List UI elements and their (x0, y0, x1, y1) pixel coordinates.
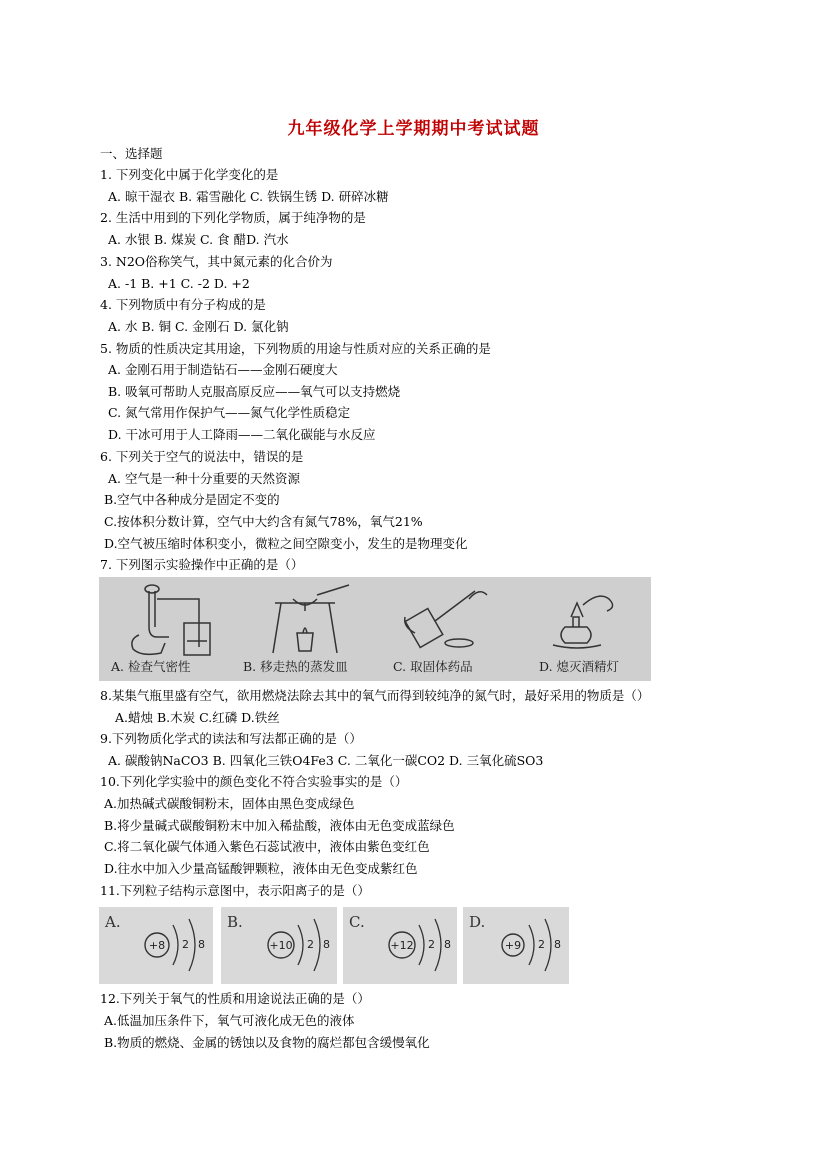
question-6-stem: 6. 下列关于空气的说法中，错误的是 (100, 449, 304, 464)
atom-d-shell1: 2 (538, 938, 545, 951)
figure-c-solid-reagent (375, 577, 513, 681)
question-10-option-d: D.往水中加入少量高锰酸钾颗粒，液体由无色变成紫红色 (104, 861, 418, 876)
atom-b-letter: B. (227, 913, 243, 931)
question-10-option-a: A.加热碱式碳酸铜粉末，固体由黑色变成绿色 (104, 796, 355, 811)
atom-c-letter: C. (349, 913, 365, 931)
atom-a-nucleus: +8 (148, 939, 166, 952)
atom-c-nucleus: +12 (390, 939, 414, 952)
question-1-options: A. 晾干湿衣 B. 霜雪融化 C. 铁锅生锈 D. 研碎冰糖 (108, 189, 389, 204)
atom-c-structure (343, 907, 457, 984)
question-12-stem: 12.下列关于氧气的性质和用途说法正确的是（） (100, 991, 370, 1006)
figure-a-airtightness (99, 577, 237, 681)
question-4-options: A. 水 B. 铜 C. 金刚石 D. 氯化钠 (108, 319, 289, 334)
question-9-stem: 9.下列物质化学式的读法和写法都正确的是（） (100, 731, 362, 746)
figure-d-alcohol-lamp (513, 577, 651, 681)
atom-c-shell2: 8 (444, 938, 451, 951)
question-5-option-d: D. 干冰可用于人工降雨——二氧化碳能与水反应 (108, 427, 376, 442)
atom-a-shell2: 8 (198, 938, 205, 951)
question-10-stem: 10.下列化学实验中的颜色变化不符合实验事实的是（） (100, 774, 408, 789)
figure-b-caption: B. 移走热的蒸发皿 (243, 659, 348, 674)
question-6-option-c: C.按体积分数计算，空气中大约含有氮气78%，氧气21% (104, 514, 423, 529)
atom-d-letter: D. (469, 913, 486, 931)
question-5-option-c: C. 氮气常用作保护气——氮气化学性质稳定 (108, 405, 351, 420)
question-5-option-b: B. 吸氧可帮助人克服高原反应——氧气可以支持燃烧 (108, 384, 401, 399)
question-7-stem: 7. 下列图示实验操作中正确的是（） (100, 557, 304, 572)
question-12-option-b: B.物质的燃烧、金属的锈蚀以及食物的腐烂都包含缓慢氧化 (104, 1035, 430, 1050)
atom-b-nucleus: +10 (269, 939, 293, 952)
atom-b-structure (221, 907, 337, 984)
figure-d-caption: D. 熄灭酒精灯 (539, 659, 620, 674)
question-6-option-a: A. 空气是一种十分重要的天然资源 (108, 471, 300, 486)
question-3-options: A. -1 B. +1 C. -2 D. +2 (108, 276, 250, 291)
atom-b-shell2: 8 (323, 938, 330, 951)
atom-c-shell1: 2 (428, 938, 435, 951)
atom-a-letter: A. (105, 913, 121, 931)
experiment-figure (99, 577, 651, 681)
atom-diagram-d (463, 907, 569, 984)
question-6-option-d: D.空气被压缩时体积变小，微粒之间空隙变小，发生的是物理变化 (104, 536, 468, 551)
question-5-option-a: A. 金刚石用于制造钻石——金刚石硬度大 (108, 362, 338, 377)
atom-diagram-a (99, 907, 213, 984)
page-title: 九年级化学上学期期中考试试题 (287, 119, 540, 139)
question-6-option-b: B.空气中各种成分是固定不变的 (104, 492, 280, 507)
figure-c-caption: C. 取固体药品 (393, 659, 473, 674)
question-5-stem: 5. 物质的性质决定其用途，下列物质的用途与性质对应的关系正确的是 (100, 341, 491, 356)
question-11-stem: 11.下列粒子结构示意图中，表示阳离子的是（） (100, 883, 370, 898)
atom-a-shell1: 2 (182, 938, 189, 951)
question-1-stem: 1. 下列变化中属于化学变化的是 (100, 167, 279, 182)
section-heading: 一、选择题 (100, 146, 163, 161)
question-12-option-a: A.低温加压条件下，氧气可液化成无色的液体 (104, 1013, 355, 1028)
figure-a-caption: A. 检查气密性 (111, 659, 191, 674)
atom-d-shell2: 8 (554, 938, 561, 951)
question-3-stem: 3. N2O俗称笑气，其中氮元素的化合价为 (100, 254, 333, 269)
atom-a-structure (99, 907, 213, 984)
atom-diagram-b (221, 907, 337, 984)
atom-d-nucleus: +9 (504, 939, 522, 952)
question-10-option-b: B.将少量碱式碳酸铜粉末中加入稀盐酸，液体由无色变成蓝绿色 (104, 818, 455, 833)
atom-b-shell1: 2 (307, 938, 314, 951)
question-8-stem: 8.某集气瓶里盛有空气，欲用燃烧法除去其中的氧气而得到较纯净的氮气时，最好采用的物质是（） (100, 688, 650, 703)
atom-diagram-c (343, 907, 457, 984)
question-10-option-c: C.将二氧化碳气体通入紫色石蕊试液中，液体由紫色变红色 (104, 839, 430, 854)
question-2-options: A. 水银 B. 煤炭 C. 食 醋D. 汽水 (108, 232, 289, 247)
question-4-stem: 4. 下列物质中有分子构成的是 (100, 297, 266, 312)
atom-d-structure (463, 907, 569, 984)
question-9-options: A. 碳酸钠NaCO3 B. 四氧化三铁O4Fe3 C. 二氧化一碳CO2 D. 三氧化硫SO3 (108, 753, 544, 768)
figure-b-evaporating-dish (237, 577, 375, 681)
question-8-options: A.蜡烛 B.木炭 C.红磷 D.铁丝 (115, 710, 280, 725)
question-2-stem: 2. 生活中用到的下列化学物质，属于纯净物的是 (100, 210, 366, 225)
